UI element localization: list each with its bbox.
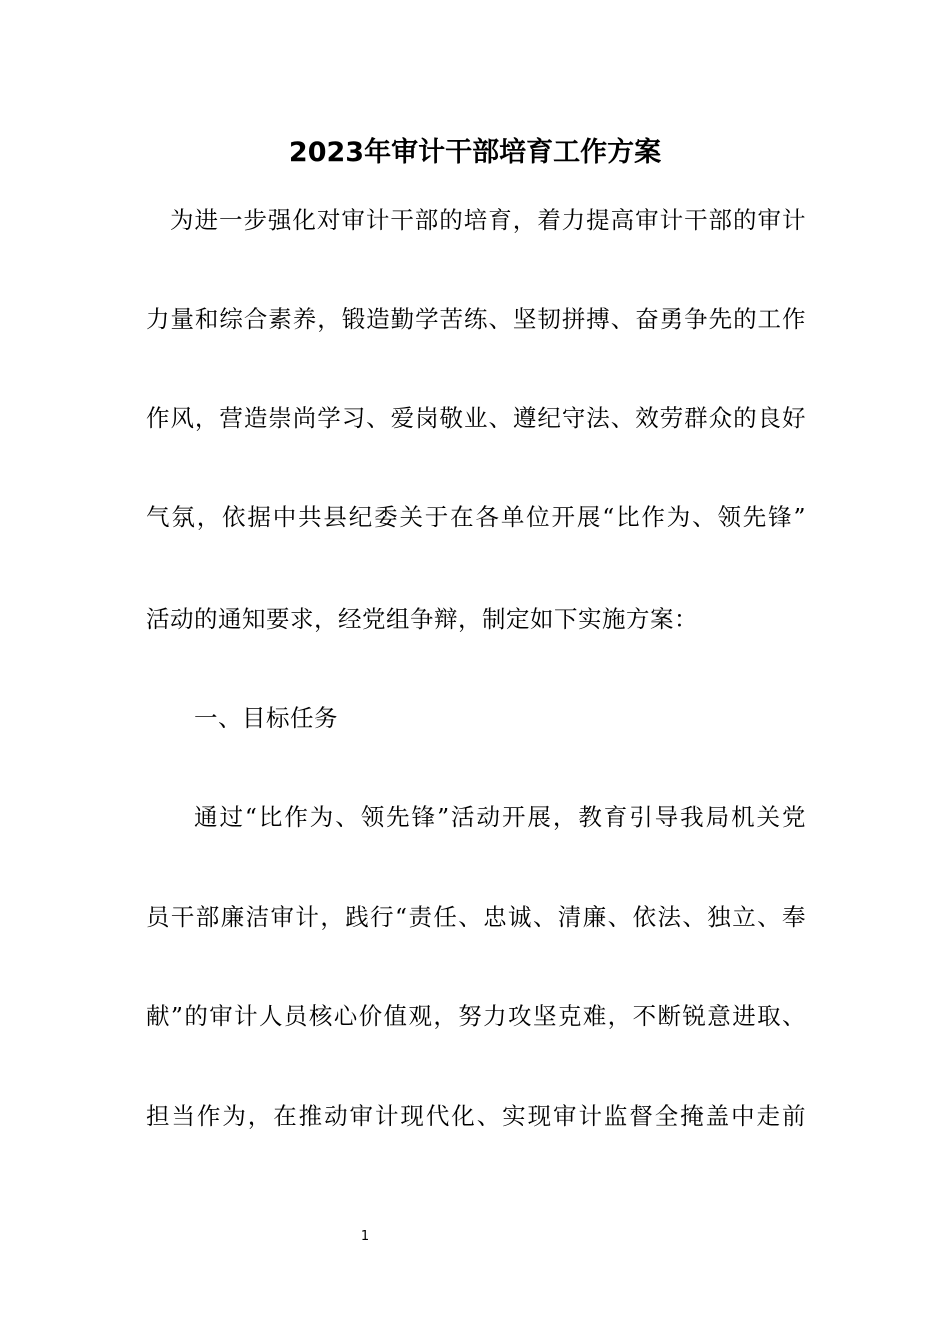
paragraph-line: 担当作为，在推动审计现代化、实现审计监督全掩盖中走前 (146, 1102, 806, 1130)
paragraph-line: 通过“比作为、领先锋”活动开展，教育引导我局机关党 (194, 803, 806, 831)
section-heading: 一、目标任务 (194, 704, 338, 732)
paragraph-line: 力量和综合素养，锻造勤学苦练、坚韧拼搏、奋勇争先的工作 (146, 305, 806, 333)
paragraph-line: 作风，营造崇尚学习、爱岗敬业、遵纪守法、效劳群众的良好 (146, 404, 806, 432)
paragraph-line: 献”的审计人员核心价值观，努力攻坚克难，不断锐意进取、 (146, 1002, 806, 1030)
paragraph-line: 活动的通知要求，经党组争辩，制定如下实施方案： (146, 605, 698, 633)
paragraph-line: 气氛，依据中共县纪委关于在各单位开展“比作为、领先锋” (146, 503, 806, 531)
document-title: 2023年审计干部培育工作方案 (288, 137, 662, 168)
paragraph-line: 员干部廉洁审计，践行“责任、忠诚、清廉、依法、独立、奉 (146, 903, 806, 931)
page-number: 1 (360, 1229, 370, 1244)
paragraph-line: 为进一步强化对审计干部的培育，着力提高审计干部的审计 (170, 206, 806, 234)
